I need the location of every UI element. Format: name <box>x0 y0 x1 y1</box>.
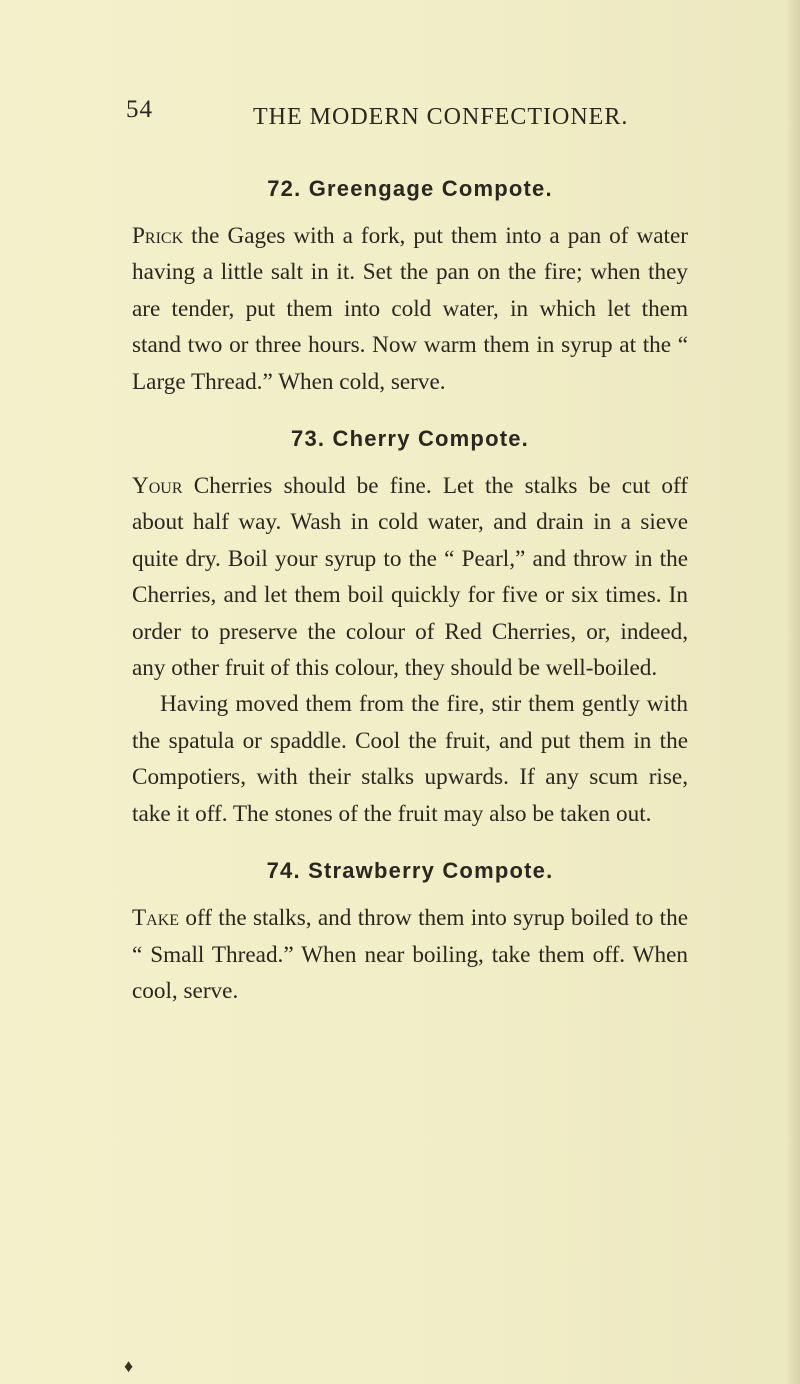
recipe-paragraph <box>132 468 688 686</box>
recipe-paragraph-2: Having moved them from the fire, stir them gently with the spatula or spaddle. Cool the fruit, and put them in the Compotiers, with their stalks upwards. If any scum rise, take it off. The stones of the fruit may also be taken out. <box>132 691 688 827</box>
recipe-title: 72. Greengage Compote. <box>267 176 553 201</box>
recipe-paragraph <box>132 218 688 400</box>
recipe-text: off the stalks, and throw them into syrup boiled to the “ Small Thread.” When near boiling, take them off. When cool, serve. <box>132 905 688 1004</box>
recipe-title: 73. Cherry Compote. <box>291 426 529 452</box>
page-edge-shadow <box>786 0 800 1384</box>
running-head: THE MODERN CONFECTIONER. <box>253 104 629 130</box>
recipe-lead-word: Take <box>132 905 180 932</box>
page-number: 54 <box>126 96 153 123</box>
recipe-title: 74. Strawberry Compote. <box>266 858 554 884</box>
recipe-greengage-compote <box>132 172 688 400</box>
recipe-lead-word: Your <box>132 473 183 500</box>
recipe-paragraph <box>132 900 688 1009</box>
recipe-cherry-compote <box>132 422 688 832</box>
recipe-strawberry-compote <box>132 854 688 1009</box>
page-content <box>132 172 688 1009</box>
recipe-text: Cherries should be fine. Let the stalks be cut off about half way. Wash in cold water, and drain in a sieve quite dry. Boil your syrup to the “ Pearl,” and throw in the Cherries, and let them boil quickly for five or six times. In order to preserve the colour of Red Cherries, or, indeed, any other fruit of this colour, they should be well-boiled. <box>132 473 688 682</box>
recipe-lead-word: Prick <box>132 223 184 249</box>
recipe-text: the Gages with a fork, put them into a pan of water having a little salt in it. Set the pan on the fire; when they are tender, put them into cold water, in which let them stand two or three hours. Now warm them in syrup at the “ Large Thread.” When cold, serve. <box>132 223 688 395</box>
printer-mark-icon: ♦ <box>124 1356 134 1376</box>
